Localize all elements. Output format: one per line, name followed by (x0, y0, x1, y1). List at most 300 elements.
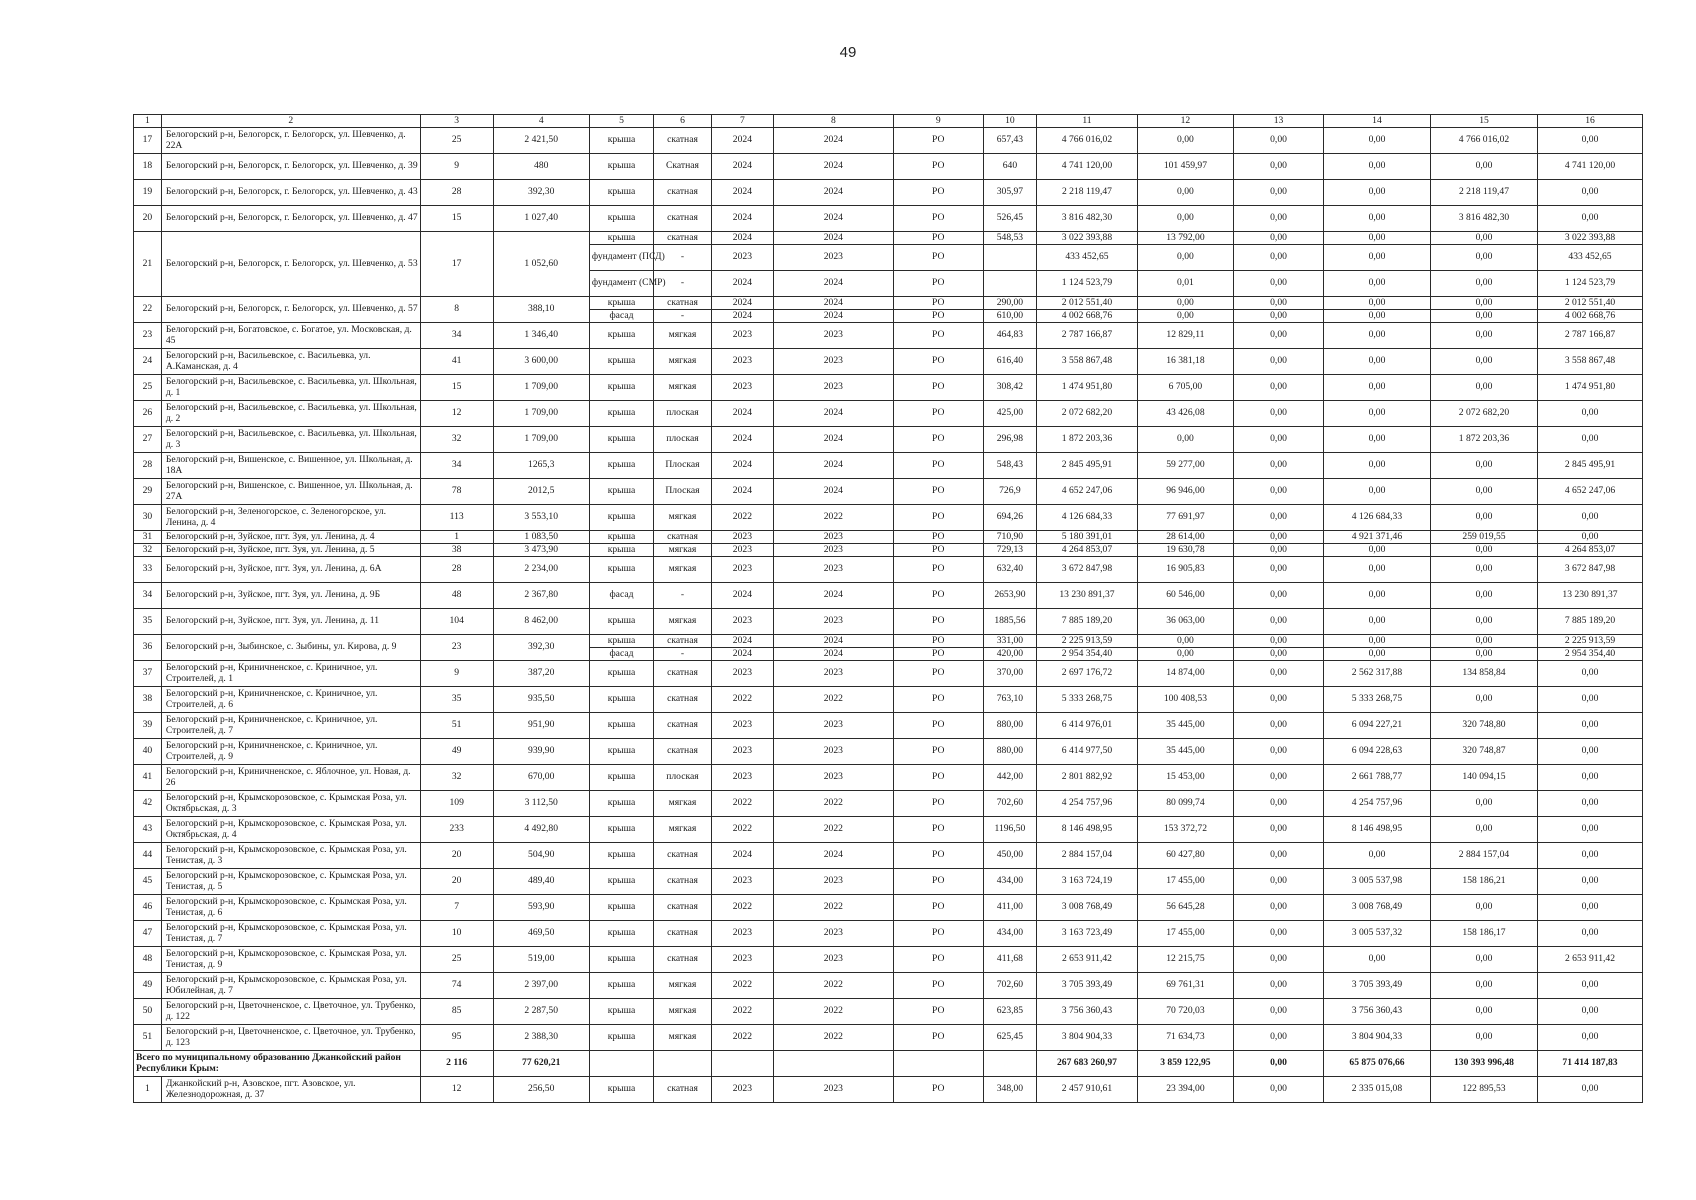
cell-16: 2 012 551,40 (1538, 297, 1643, 310)
cell-9: РО (893, 154, 983, 180)
cell-15: 0,00 (1430, 895, 1537, 921)
cell-14: 0,00 (1323, 609, 1430, 635)
cell-9: РО (893, 739, 983, 765)
cell-15: 0,00 (1430, 310, 1537, 323)
cell-3: 109 (420, 791, 493, 817)
table-row (134, 843, 1643, 869)
cell-10: 763,10 (983, 687, 1037, 713)
cell-14: 4 921 371,46 (1323, 531, 1430, 544)
column-header-10: 10 (983, 115, 1037, 128)
cell-13: 0,00 (1234, 297, 1324, 310)
address-cell: Белогорский р-н, Цветочненское, с. Цветочное, ул. Трубенко, д. 123 (161, 1025, 420, 1051)
cell-9: РО (893, 297, 983, 310)
cell-10: 348,00 (983, 1077, 1037, 1103)
cell-16: 7 885 189,20 (1538, 609, 1643, 635)
cell-12: 0,00 (1137, 128, 1233, 154)
cell-10: 623,85 (983, 999, 1037, 1025)
cell-14: 0,00 (1323, 154, 1430, 180)
cell-4: 670,00 (493, 765, 589, 791)
cell-3: 95 (420, 1025, 493, 1051)
address-cell: Белогорский р-н, Белогорск, г. Белогорск, ул. Шевченко, д. 47 (161, 206, 420, 232)
cell-16: 2 653 911,42 (1538, 947, 1643, 973)
row-number: 31 (134, 531, 162, 544)
cell-14: 0,00 (1323, 843, 1430, 869)
cell-4: 387,20 (493, 661, 589, 687)
cell-4: 935,50 (493, 687, 589, 713)
table-row (134, 505, 1643, 531)
cell-9: РО (893, 687, 983, 713)
cell-7: 2023 (711, 713, 773, 739)
cell-14: 0,00 (1323, 128, 1430, 154)
cell-3: 35 (420, 687, 493, 713)
cell-12: 70 720,03 (1137, 999, 1233, 1025)
cell-16: 0,00 (1538, 180, 1643, 206)
cell-9: РО (893, 323, 983, 349)
cell-12: 35 445,00 (1137, 713, 1233, 739)
column-header-6: 6 (654, 115, 712, 128)
cell-12: 60 427,80 (1137, 843, 1233, 869)
cell-11: 4 652 247,06 (1037, 479, 1138, 505)
cell-10: 296,98 (983, 427, 1037, 453)
cell-15: 0,00 (1430, 1025, 1537, 1051)
cell-14: 4 126 684,33 (1323, 505, 1430, 531)
cell-10: 308,42 (983, 375, 1037, 401)
cell-10 (983, 245, 1037, 271)
cell-11: 3 756 360,43 (1037, 999, 1138, 1025)
cell-8: 2023 (773, 323, 893, 349)
cell-5: крыша (589, 453, 653, 479)
cell-10: 305,97 (983, 180, 1037, 206)
cell-9: РО (893, 375, 983, 401)
cell-15: 0,00 (1430, 232, 1537, 245)
cell-3: 32 (420, 427, 493, 453)
cell-10: 657,43 (983, 128, 1037, 154)
row-number: 33 (134, 557, 162, 583)
cell-3: 10 (420, 921, 493, 947)
cell-4: 1 709,00 (493, 375, 589, 401)
cell-8: 2024 (773, 479, 893, 505)
cell-12: 0,00 (1137, 297, 1233, 310)
cell-3: 113 (420, 505, 493, 531)
cell-9: РО (893, 765, 983, 791)
table-row (134, 687, 1643, 713)
table-row (134, 375, 1643, 401)
table-body (134, 115, 1643, 1103)
cell-7: 2023 (711, 739, 773, 765)
cell-7: 2023 (711, 869, 773, 895)
cell-4: 1265,3 (493, 453, 589, 479)
cell-8: 2023 (773, 375, 893, 401)
column-header-9: 9 (893, 115, 983, 128)
column-header-8: 8 (773, 115, 893, 128)
cell-4: 480 (493, 154, 589, 180)
cell-5: крыша (589, 128, 653, 154)
cell-16: 0,00 (1538, 921, 1643, 947)
cell-8: 2024 (773, 180, 893, 206)
cell-7: 2023 (711, 1077, 773, 1103)
cell-13: 0,00 (1234, 869, 1324, 895)
cell-14: 3 008 768,49 (1323, 895, 1430, 921)
row-number: 19 (134, 180, 162, 206)
cell-4: 2 234,00 (493, 557, 589, 583)
cell-4: 392,30 (493, 635, 589, 661)
cell-15: 0,00 (1430, 505, 1537, 531)
cell-7: 2023 (711, 375, 773, 401)
cell-12: 36 063,00 (1137, 609, 1233, 635)
cell-8: 2023 (773, 661, 893, 687)
cell-11: 4 002 668,76 (1037, 310, 1138, 323)
column-header-13: 13 (1234, 115, 1324, 128)
cell-15: 0,00 (1430, 999, 1537, 1025)
cell-5: крыша (589, 154, 653, 180)
table-row (134, 739, 1643, 765)
cell-5: крыша (589, 973, 653, 999)
cell-8: 2023 (773, 869, 893, 895)
cell-14: 2 562 317,88 (1323, 661, 1430, 687)
cell-14: 6 094 227,21 (1323, 713, 1430, 739)
cell-10: 526,45 (983, 206, 1037, 232)
cell-10: 710,90 (983, 531, 1037, 544)
cell-16: 0,00 (1538, 817, 1643, 843)
cell-7: 2024 (711, 232, 773, 245)
cell-8: 2023 (773, 765, 893, 791)
cell-11: 2 884 157,04 (1037, 843, 1138, 869)
cell-11: 5 333 268,75 (1037, 687, 1138, 713)
total-cell-7 (711, 1051, 773, 1077)
row-number: 38 (134, 687, 162, 713)
cell-13: 0,00 (1234, 661, 1324, 687)
table-row (134, 895, 1643, 921)
cell-16: 0,00 (1538, 739, 1643, 765)
cell-8: 2024 (773, 232, 893, 245)
cell-5: фасад (589, 583, 653, 609)
cell-8: 2023 (773, 544, 893, 557)
cell-8: 2024 (773, 843, 893, 869)
column-header-11: 11 (1037, 115, 1138, 128)
cell-7: 2024 (711, 479, 773, 505)
address-cell: Белогорский р-н, Вишенское, с. Вишенное, ул. Школьная, д. 27А (161, 479, 420, 505)
cell-9: РО (893, 635, 983, 648)
total-cell-6 (654, 1051, 712, 1077)
cell-5: фундамент (ПСД) (589, 245, 653, 271)
address-cell: Белогорский р-н, Зуйское, пгт. Зуя, ул. Ленина, д. 6А (161, 557, 420, 583)
cell-15: 0,00 (1430, 479, 1537, 505)
cell-13: 0,00 (1234, 271, 1324, 297)
cell-8: 2023 (773, 1077, 893, 1103)
cell-6: мягкая (654, 375, 712, 401)
cell-3: 23 (420, 635, 493, 661)
cell-6: Скатная (654, 154, 712, 180)
address-cell: Белогорский р-н, Белогорск, г. Белогорск, ул. Шевченко, д. 43 (161, 180, 420, 206)
cell-15: 320 748,87 (1430, 739, 1537, 765)
address-cell: Белогорский р-н, Вишенское, с. Вишенное, ул. Школьная, д. 18А (161, 453, 420, 479)
cell-7: 2024 (711, 843, 773, 869)
cell-3: 32 (420, 765, 493, 791)
cell-3: 28 (420, 557, 493, 583)
cell-12: 71 634,73 (1137, 1025, 1233, 1051)
cell-12: 0,01 (1137, 271, 1233, 297)
cell-14: 0,00 (1323, 245, 1430, 271)
cell-14: 3 005 537,32 (1323, 921, 1430, 947)
cell-11: 6 414 976,01 (1037, 713, 1138, 739)
cell-5: крыша (589, 557, 653, 583)
cell-16: 13 230 891,37 (1538, 583, 1643, 609)
cell-16: 0,00 (1538, 869, 1643, 895)
table-row (134, 401, 1643, 427)
cell-13: 0,00 (1234, 128, 1324, 154)
cell-10: 434,00 (983, 921, 1037, 947)
cell-10: 442,00 (983, 765, 1037, 791)
cell-8: 2024 (773, 635, 893, 648)
cell-14: 0,00 (1323, 544, 1430, 557)
cell-6: скатная (654, 947, 712, 973)
total-cell-8 (773, 1051, 893, 1077)
cell-4: 2 367,80 (493, 583, 589, 609)
cell-16: 0,00 (1538, 531, 1643, 544)
cell-13: 0,00 (1234, 1077, 1324, 1103)
cell-9: РО (893, 817, 983, 843)
cell-3: 34 (420, 323, 493, 349)
table-row (134, 999, 1643, 1025)
cell-4: 388,10 (493, 297, 589, 323)
cell-14: 3 804 904,33 (1323, 1025, 1430, 1051)
cell-5: крыша (589, 713, 653, 739)
cell-13: 0,00 (1234, 453, 1324, 479)
cell-6: Плоская (654, 479, 712, 505)
cell-12: 0,00 (1137, 635, 1233, 648)
column-header-16: 16 (1538, 115, 1643, 128)
cell-13: 0,00 (1234, 349, 1324, 375)
cell-11: 4 126 684,33 (1037, 505, 1138, 531)
cell-5: крыша (589, 505, 653, 531)
cell-7: 2023 (711, 544, 773, 557)
cell-9: РО (893, 531, 983, 544)
cell-6: мягкая (654, 609, 712, 635)
cell-4: 3 600,00 (493, 349, 589, 375)
cell-12: 15 453,00 (1137, 765, 1233, 791)
cell-4: 3 473,90 (493, 544, 589, 557)
cell-12: 43 426,08 (1137, 401, 1233, 427)
cell-9: РО (893, 609, 983, 635)
cell-6: скатная (654, 713, 712, 739)
cell-11: 3 008 768,49 (1037, 895, 1138, 921)
cell-14: 6 094 228,63 (1323, 739, 1430, 765)
cell-9: РО (893, 245, 983, 271)
cell-13: 0,00 (1234, 973, 1324, 999)
cell-13: 0,00 (1234, 479, 1324, 505)
cell-10: 2653,90 (983, 583, 1037, 609)
cell-15: 0,00 (1430, 791, 1537, 817)
cell-12: 6 705,00 (1137, 375, 1233, 401)
total-cell-3: 2 116 (420, 1051, 493, 1077)
cell-10: 702,60 (983, 791, 1037, 817)
total-cell-16: 71 414 187,83 (1538, 1051, 1643, 1077)
cell-10: 464,83 (983, 323, 1037, 349)
cell-9: РО (893, 869, 983, 895)
cell-9: РО (893, 895, 983, 921)
column-header-12: 12 (1137, 115, 1233, 128)
cell-3: 7 (420, 895, 493, 921)
cell-7: 2022 (711, 1025, 773, 1051)
row-number: 48 (134, 947, 162, 973)
cell-10: 640 (983, 154, 1037, 180)
cell-16: 0,00 (1538, 661, 1643, 687)
table-row (134, 921, 1643, 947)
cell-9: РО (893, 180, 983, 206)
cell-6: скатная (654, 206, 712, 232)
cell-16: 0,00 (1538, 765, 1643, 791)
cell-13: 0,00 (1234, 648, 1324, 661)
address-cell: Белогорский р-н, Криничненское, с. Криничное, ул. Строителей, д. 1 (161, 661, 420, 687)
cell-10: 632,40 (983, 557, 1037, 583)
cell-14: 2 661 788,77 (1323, 765, 1430, 791)
cell-16: 0,00 (1538, 1025, 1643, 1051)
column-number-header-row (134, 115, 1643, 128)
cell-6: - (654, 648, 712, 661)
table-row (134, 661, 1643, 687)
cell-14: 0,00 (1323, 947, 1430, 973)
address-cell: Белогорский р-н, Васильевское, с. Васильевка, ул. Школьная, д. 2 (161, 401, 420, 427)
cell-3: 49 (420, 739, 493, 765)
cell-13: 0,00 (1234, 310, 1324, 323)
cell-13: 0,00 (1234, 687, 1324, 713)
row-number: 51 (134, 1025, 162, 1051)
cell-4: 951,90 (493, 713, 589, 739)
cell-14: 0,00 (1323, 349, 1430, 375)
cell-10: 616,40 (983, 349, 1037, 375)
cell-14: 8 146 498,95 (1323, 817, 1430, 843)
cell-15: 0,00 (1430, 973, 1537, 999)
total-row (134, 1051, 1643, 1077)
cell-16: 3 672 847,98 (1538, 557, 1643, 583)
cell-14: 0,00 (1323, 375, 1430, 401)
cell-13: 0,00 (1234, 947, 1324, 973)
cell-6: мягкая (654, 349, 712, 375)
cell-14: 2 335 015,08 (1323, 1077, 1430, 1103)
row-number: 29 (134, 479, 162, 505)
row-number: 47 (134, 921, 162, 947)
cell-16: 0,00 (1538, 973, 1643, 999)
cell-14: 0,00 (1323, 310, 1430, 323)
cell-4: 2 388,30 (493, 1025, 589, 1051)
row-number: 26 (134, 401, 162, 427)
cell-16: 0,00 (1538, 128, 1643, 154)
cell-16: 4 741 120,00 (1538, 154, 1643, 180)
cell-3: 1 (420, 531, 493, 544)
table-row (134, 323, 1643, 349)
cell-16: 2 954 354,40 (1538, 648, 1643, 661)
cell-16: 0,00 (1538, 1077, 1643, 1103)
table-row (134, 557, 1643, 583)
cell-12: 12 215,75 (1137, 947, 1233, 973)
cell-14: 3 705 393,49 (1323, 973, 1430, 999)
cell-9: РО (893, 1077, 983, 1103)
page-number: 49 (839, 44, 857, 61)
row-number: 50 (134, 999, 162, 1025)
cell-4: 1 346,40 (493, 323, 589, 349)
cell-13: 0,00 (1234, 401, 1324, 427)
cell-5: крыша (589, 180, 653, 206)
row-number: 22 (134, 297, 162, 323)
cell-10: 625,45 (983, 1025, 1037, 1051)
cell-9: РО (893, 349, 983, 375)
cell-13: 0,00 (1234, 921, 1324, 947)
cell-8: 2023 (773, 739, 893, 765)
cell-15: 0,00 (1430, 947, 1537, 973)
cell-16: 2 845 495,91 (1538, 453, 1643, 479)
cell-7: 2023 (711, 765, 773, 791)
row-number: 18 (134, 154, 162, 180)
cell-12: 96 946,00 (1137, 479, 1233, 505)
cell-15: 320 748,80 (1430, 713, 1537, 739)
address-cell: Белогорский р-н, Крымскорозовское, с. Крымская Роза, ул. Октябрьская, д. 4 (161, 817, 420, 843)
cell-8: 2024 (773, 648, 893, 661)
cell-8: 2023 (773, 921, 893, 947)
table-row (134, 713, 1643, 739)
row-number: 45 (134, 869, 162, 895)
cell-7: 2024 (711, 128, 773, 154)
cell-11: 3 163 724,19 (1037, 869, 1138, 895)
cell-5: крыша (589, 661, 653, 687)
cell-11: 8 146 498,95 (1037, 817, 1138, 843)
cell-6: - (654, 583, 712, 609)
cell-10: 331,00 (983, 635, 1037, 648)
total-cell-13: 0,00 (1234, 1051, 1324, 1077)
cell-8: 2024 (773, 128, 893, 154)
cell-5: крыша (589, 206, 653, 232)
cell-9: РО (893, 557, 983, 583)
cell-10: 411,68 (983, 947, 1037, 973)
cell-9: РО (893, 843, 983, 869)
cell-16: 4 652 247,06 (1538, 479, 1643, 505)
address-cell: Белогорский р-н, Крымскорозовское, с. Крымская Роза, ул. Тенистая, д. 7 (161, 921, 420, 947)
cell-6: скатная (654, 869, 712, 895)
table-row (134, 817, 1643, 843)
cell-15: 0,00 (1430, 245, 1537, 271)
cell-12: 0,00 (1137, 648, 1233, 661)
cell-9: РО (893, 427, 983, 453)
cell-7: 2023 (711, 557, 773, 583)
address-cell: Белогорский р-н, Криничненское, с. Криничное, ул. Строителей, д. 9 (161, 739, 420, 765)
row-number: 24 (134, 349, 162, 375)
cell-15: 3 816 482,30 (1430, 206, 1537, 232)
cell-11: 3 816 482,30 (1037, 206, 1138, 232)
cell-5: крыша (589, 947, 653, 973)
cell-5: крыша (589, 609, 653, 635)
cell-14: 0,00 (1323, 180, 1430, 206)
cell-15: 158 186,21 (1430, 869, 1537, 895)
address-cell: Белогорский р-н, Белогорск, г. Белогорск, ул. Шевченко, д. 57 (161, 297, 420, 323)
cell-9: РО (893, 947, 983, 973)
cell-11: 2 845 495,91 (1037, 453, 1138, 479)
row-number: 30 (134, 505, 162, 531)
cell-7: 2023 (711, 245, 773, 271)
cell-6: плоская (654, 401, 712, 427)
cell-5: крыша (589, 635, 653, 648)
cell-9: РО (893, 648, 983, 661)
cell-14: 0,00 (1323, 648, 1430, 661)
cell-11: 4 741 120,00 (1037, 154, 1138, 180)
cell-16: 2 225 913,59 (1538, 635, 1643, 648)
cell-13: 0,00 (1234, 765, 1324, 791)
cell-8: 2022 (773, 1025, 893, 1051)
column-header-1: 1 (134, 115, 162, 128)
cell-5: крыша (589, 843, 653, 869)
cell-4: 3 112,50 (493, 791, 589, 817)
cell-7: 2024 (711, 297, 773, 310)
cell-9: РО (893, 232, 983, 245)
cell-7: 2024 (711, 401, 773, 427)
